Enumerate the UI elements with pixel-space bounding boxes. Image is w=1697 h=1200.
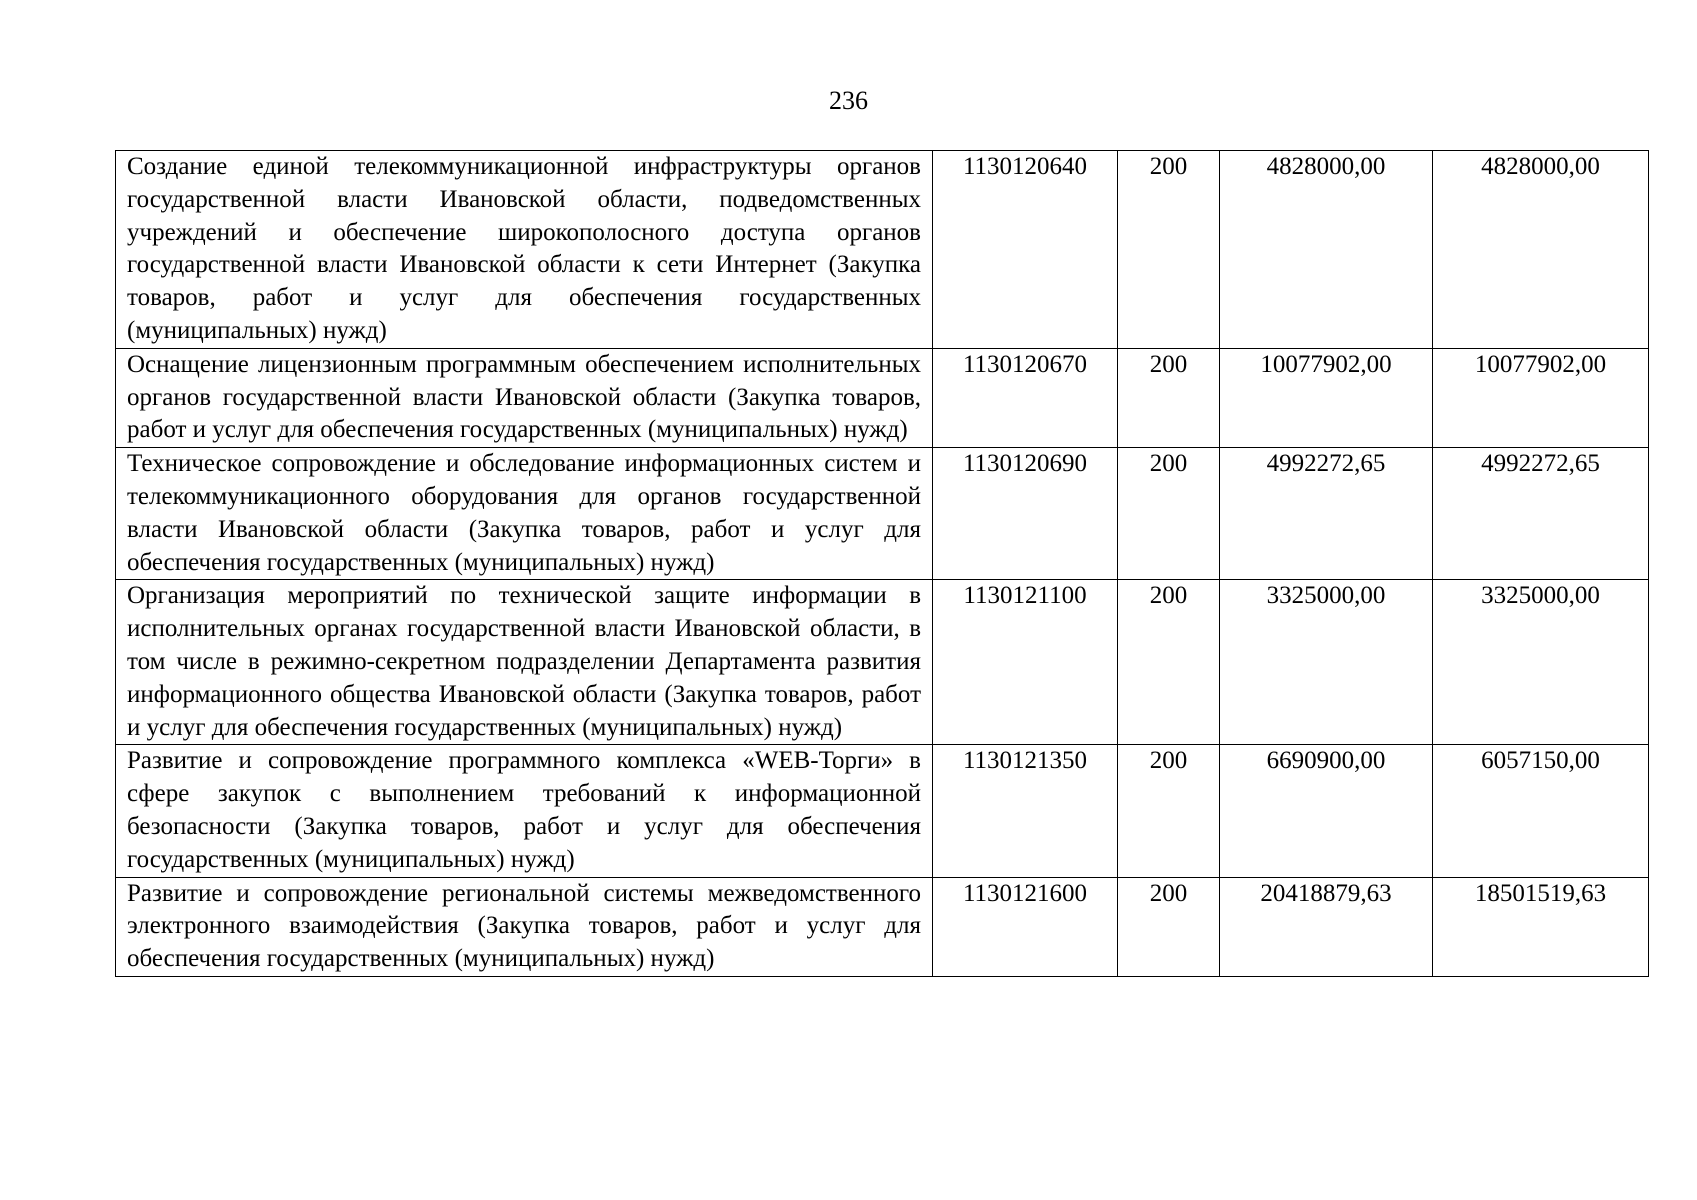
expense-type: 200 <box>1118 151 1220 349</box>
row-description: Развитие и сопровождение программного комплекса «WEB-Торги» в сфере закупок с выполнением требований к информационной безопасности (Закупка товаров, работ и услуг для обеспечения государственных (муниципальных) нужд) <box>116 745 933 877</box>
table-row <box>116 348 1649 447</box>
amount-year-1: 3325000,00 <box>1220 580 1433 745</box>
target-code: 1130120670 <box>933 348 1118 447</box>
table-row <box>116 151 1649 349</box>
row-description: Создание единой телекоммуникационной инфраструктуры органов государственной власти Ивановской области, подведомственных учреждений и обеспечение широкополосного доступа органов государственной власти Ивановской области к сети Интернет (Закупка товаров, работ и услуг для обеспечения государственных (муниципальных) нужд) <box>116 151 933 349</box>
page-number: 236 <box>829 86 868 115</box>
amount-year-2: 3325000,00 <box>1433 580 1649 745</box>
row-description: Организация мероприятий по технической защите информации в исполнительных органах государственной власти Ивановской области, в том числе в режимно-секретном подразделении Департамента развития информационного общества Ивановской области (Закупка товаров, работ и услуг для обеспечения государственных (муниципальных) нужд) <box>116 580 933 745</box>
table-row <box>116 745 1649 877</box>
target-code: 1130120690 <box>933 448 1118 580</box>
amount-year-2: 10077902,00 <box>1433 348 1649 447</box>
expense-type: 200 <box>1118 348 1220 447</box>
amount-year-2: 18501519,63 <box>1433 877 1649 976</box>
table-row <box>116 877 1649 976</box>
target-code: 1130121600 <box>933 877 1118 976</box>
amount-year-2: 6057150,00 <box>1433 745 1649 877</box>
table-row <box>116 448 1649 580</box>
amount-year-1: 20418879,63 <box>1220 877 1433 976</box>
target-code: 1130121350 <box>933 745 1118 877</box>
expense-type: 200 <box>1118 877 1220 976</box>
expense-type: 200 <box>1118 580 1220 745</box>
expense-type: 200 <box>1118 745 1220 877</box>
budget-table <box>115 150 1649 977</box>
row-description: Развитие и сопровождение региональной системы межведомственного электронного взаимодействия (Закупка товаров, работ и услуг для обеспечения государственных (муниципальных) нужд) <box>116 877 933 976</box>
amount-year-1: 4828000,00 <box>1220 151 1433 349</box>
amount-year-2: 4992272,65 <box>1433 448 1649 580</box>
row-description: Оснащение лицензионным программным обеспечением исполнительных органов государственной власти Ивановской области (Закупка товаров, работ и услуг для обеспечения государственных (муниципальных) нужд) <box>116 348 933 447</box>
amount-year-1: 4992272,65 <box>1220 448 1433 580</box>
target-code: 1130120640 <box>933 151 1118 349</box>
amount-year-1: 10077902,00 <box>1220 348 1433 447</box>
table-row <box>116 580 1649 745</box>
amount-year-1: 6690900,00 <box>1220 745 1433 877</box>
row-description: Техническое сопровождение и обследование информационных систем и телекоммуникационного оборудования для органов государственной власти Ивановской области (Закупка товаров, работ и услуг для обеспечения государственных (муниципальных) нужд) <box>116 448 933 580</box>
expense-type: 200 <box>1118 448 1220 580</box>
target-code: 1130121100 <box>933 580 1118 745</box>
amount-year-2: 4828000,00 <box>1433 151 1649 349</box>
